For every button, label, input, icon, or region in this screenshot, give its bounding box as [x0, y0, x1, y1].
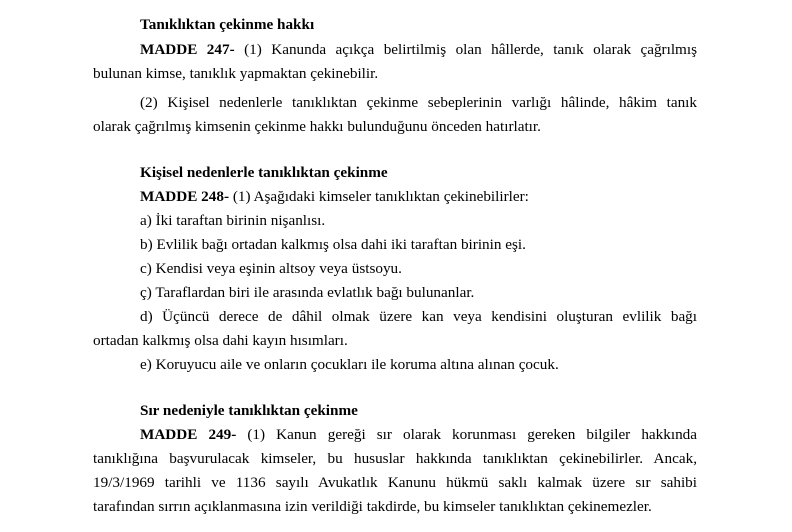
paragraph-text: (1) Aşağıdaki kimseler tanıklıktan çekinebilirler: [229, 188, 529, 205]
article-paragraph [140, 188, 529, 206]
list-item: ç) Taraflardan biri ile arasında evlatlık bağı bulunanlar. [140, 284, 475, 301]
list-item: e) Koruyucu aile ve onların çocukları ile koruma altına alınan çocuk. [140, 356, 559, 373]
paragraph-text: (1) Kanun gereği sır olarak korunması gereken bilgiler hakkında [236, 426, 697, 443]
list-item: b) Evlilik bağı ortadan kalkmış olsa dahi iki taraftan birinin eşi. [140, 236, 526, 253]
list-item-continuation: ortadan kalkmış olsa dahi kayın hısımları. [93, 332, 348, 349]
paragraph-text: (1) Kanunda açıkça belirtilmiş olan hâllerde, tanık olarak çağrılmış [234, 41, 697, 58]
article-paragraph [140, 426, 697, 444]
article-paragraph [140, 41, 697, 59]
paragraph-line: tarafından sırrın açıklanmasına izin verildiği takdirde, bu kimseler tanıklıktan çekinemezler. [93, 498, 652, 515]
paragraph-line: 19/3/1969 tarihli ve 1136 sayılı Avukatlık Kanunu hükmü saklı kalmak üzere sır sahibi [93, 474, 697, 491]
article-label: MADDE 249- [140, 426, 237, 443]
paragraph-line: bulunan kimse, tanıklık yapmaktan çekinebilir. [93, 65, 379, 82]
paragraph-line: (2) Kişisel nedenlerle tanıklıktan çekinme sebeplerinin varlığı hâlinde, hâkim tanık [140, 94, 697, 111]
article-label: MADDE 248- [140, 188, 230, 205]
list-item: c) Kendisi veya eşinin altsoy veya üstsoyu. [140, 260, 402, 277]
paragraph-line: tanıklığına başvurulacak kimseler, bu hususlar hakkında tanıklıktan çekinebilirler. Ancak, [93, 450, 697, 467]
paragraph-line: olarak çağrılmış kimsenin çekinme hakkı bulunduğunu önceden hatırlatır. [93, 118, 541, 135]
section-heading: Kişisel nedenlerle tanıklıktan çekinme [140, 164, 388, 181]
article-label: MADDE 247- [140, 41, 235, 58]
section-heading: Tanıklıktan çekinme hakkı [140, 16, 315, 33]
section-heading: Sır nedeniyle tanıklıktan çekinme [140, 402, 358, 419]
list-item: d) Üçüncü derece de dâhil olmak üzere kan veya kendisini oluşturan evlilik bağı [140, 308, 697, 325]
list-item: a) İki taraftan birinin nişanlısı. [140, 212, 326, 229]
